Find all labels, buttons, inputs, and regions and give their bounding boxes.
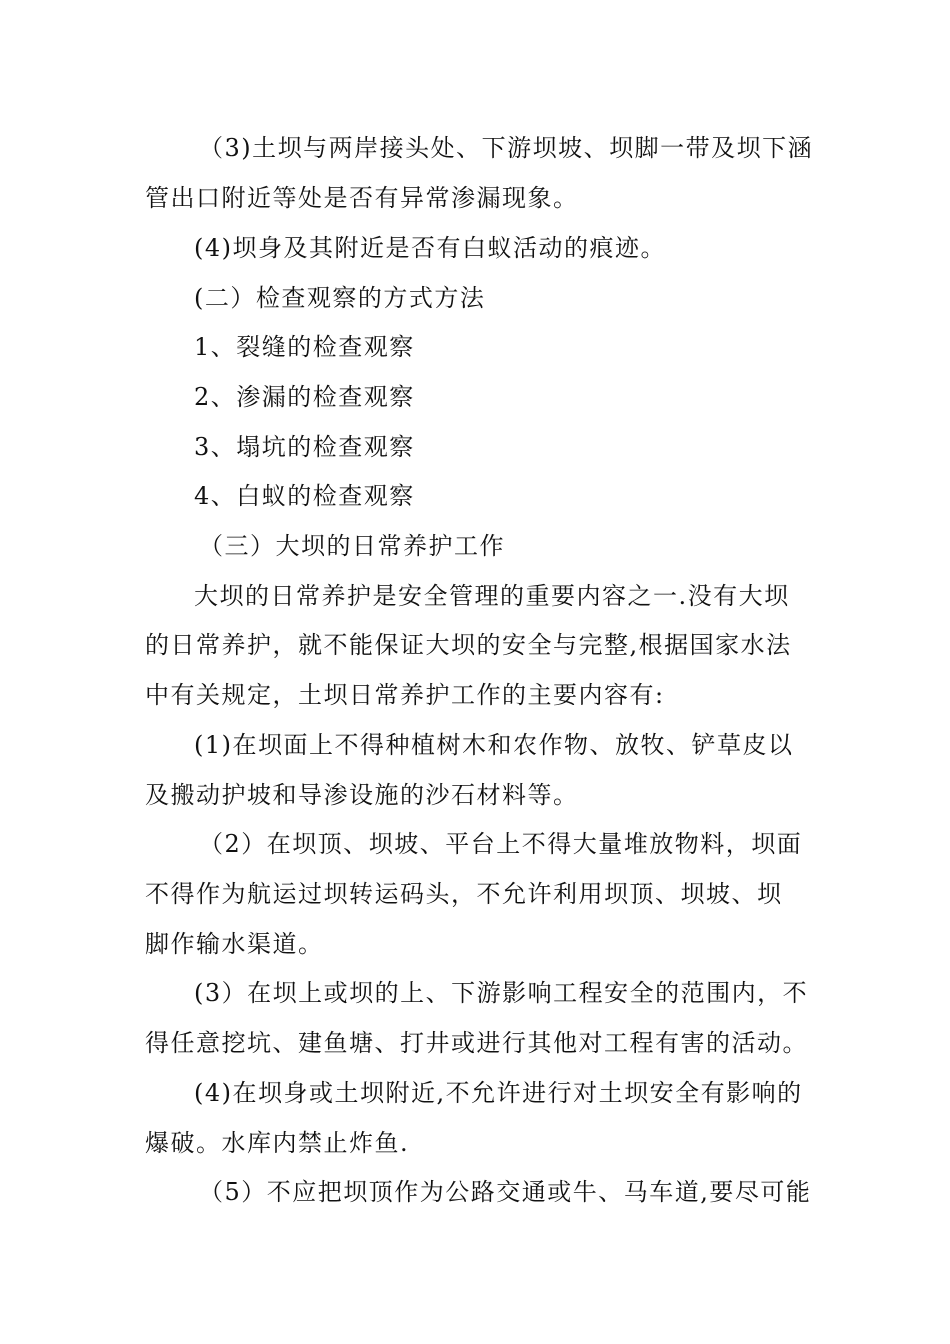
text-line: 管出口附近等处是否有异常渗漏现象。 <box>145 184 579 212</box>
list-item: 3、塌坑的检查观察 <box>194 433 415 461</box>
list-item: 1、裂缝的检查观察 <box>194 333 415 361</box>
text-line: (1)在坝面上不得种植树木和农作物、放牧、铲草皮以 <box>194 731 794 759</box>
text-line: （3)土坝与两岸接头处、下游坝坡、坝脚一带及坝下涵 <box>199 134 814 162</box>
text-line: 大坝的日常养护是安全管理的重要内容之一.没有大坝 <box>194 582 790 610</box>
text-line: 不得作为航运过坝转运码头，不允许利用坝顶、坝坡、坝 <box>145 880 783 908</box>
text-line: 爆破。水库内禁止炸鱼. <box>145 1129 410 1157</box>
list-item: 2、渗漏的检查观察 <box>194 383 415 411</box>
text-line: 得任意挖坑、建鱼塘、打井或进行其他对工程有害的活动。 <box>145 1029 808 1057</box>
section-heading: (二）检查观察的方式方法 <box>194 284 486 312</box>
text-line: 及搬动护坡和导渗设施的沙石材料等。 <box>145 781 579 809</box>
text-line: 的日常养护，就不能保证大坝的安全与完整,根据国家水法 <box>145 631 792 659</box>
list-item: 4、白蚁的检查观察 <box>194 482 415 510</box>
text-line: 脚作输水渠道。 <box>145 930 324 958</box>
text-line: 中有关规定，土坝日常养护工作的主要内容有: <box>145 681 665 709</box>
section-heading: （三）大坝的日常养护工作 <box>199 532 505 560</box>
text-line: （5）不应把坝顶作为公路交通或牛、马车道,要尽可能 <box>199 1178 812 1206</box>
text-line: (4)坝身及其附近是否有白蚁活动的痕迹。 <box>194 234 666 262</box>
text-line: （2）在坝顶、坝坡、平台上不得大量堆放物料，坝面 <box>199 830 803 858</box>
text-line: (4)在坝身或土坝附近,不允许进行对土坝安全有影响的 <box>194 1079 803 1107</box>
text-line: (3）在坝上或坝的上、下游影响工程安全的范围内，不 <box>194 979 809 1007</box>
